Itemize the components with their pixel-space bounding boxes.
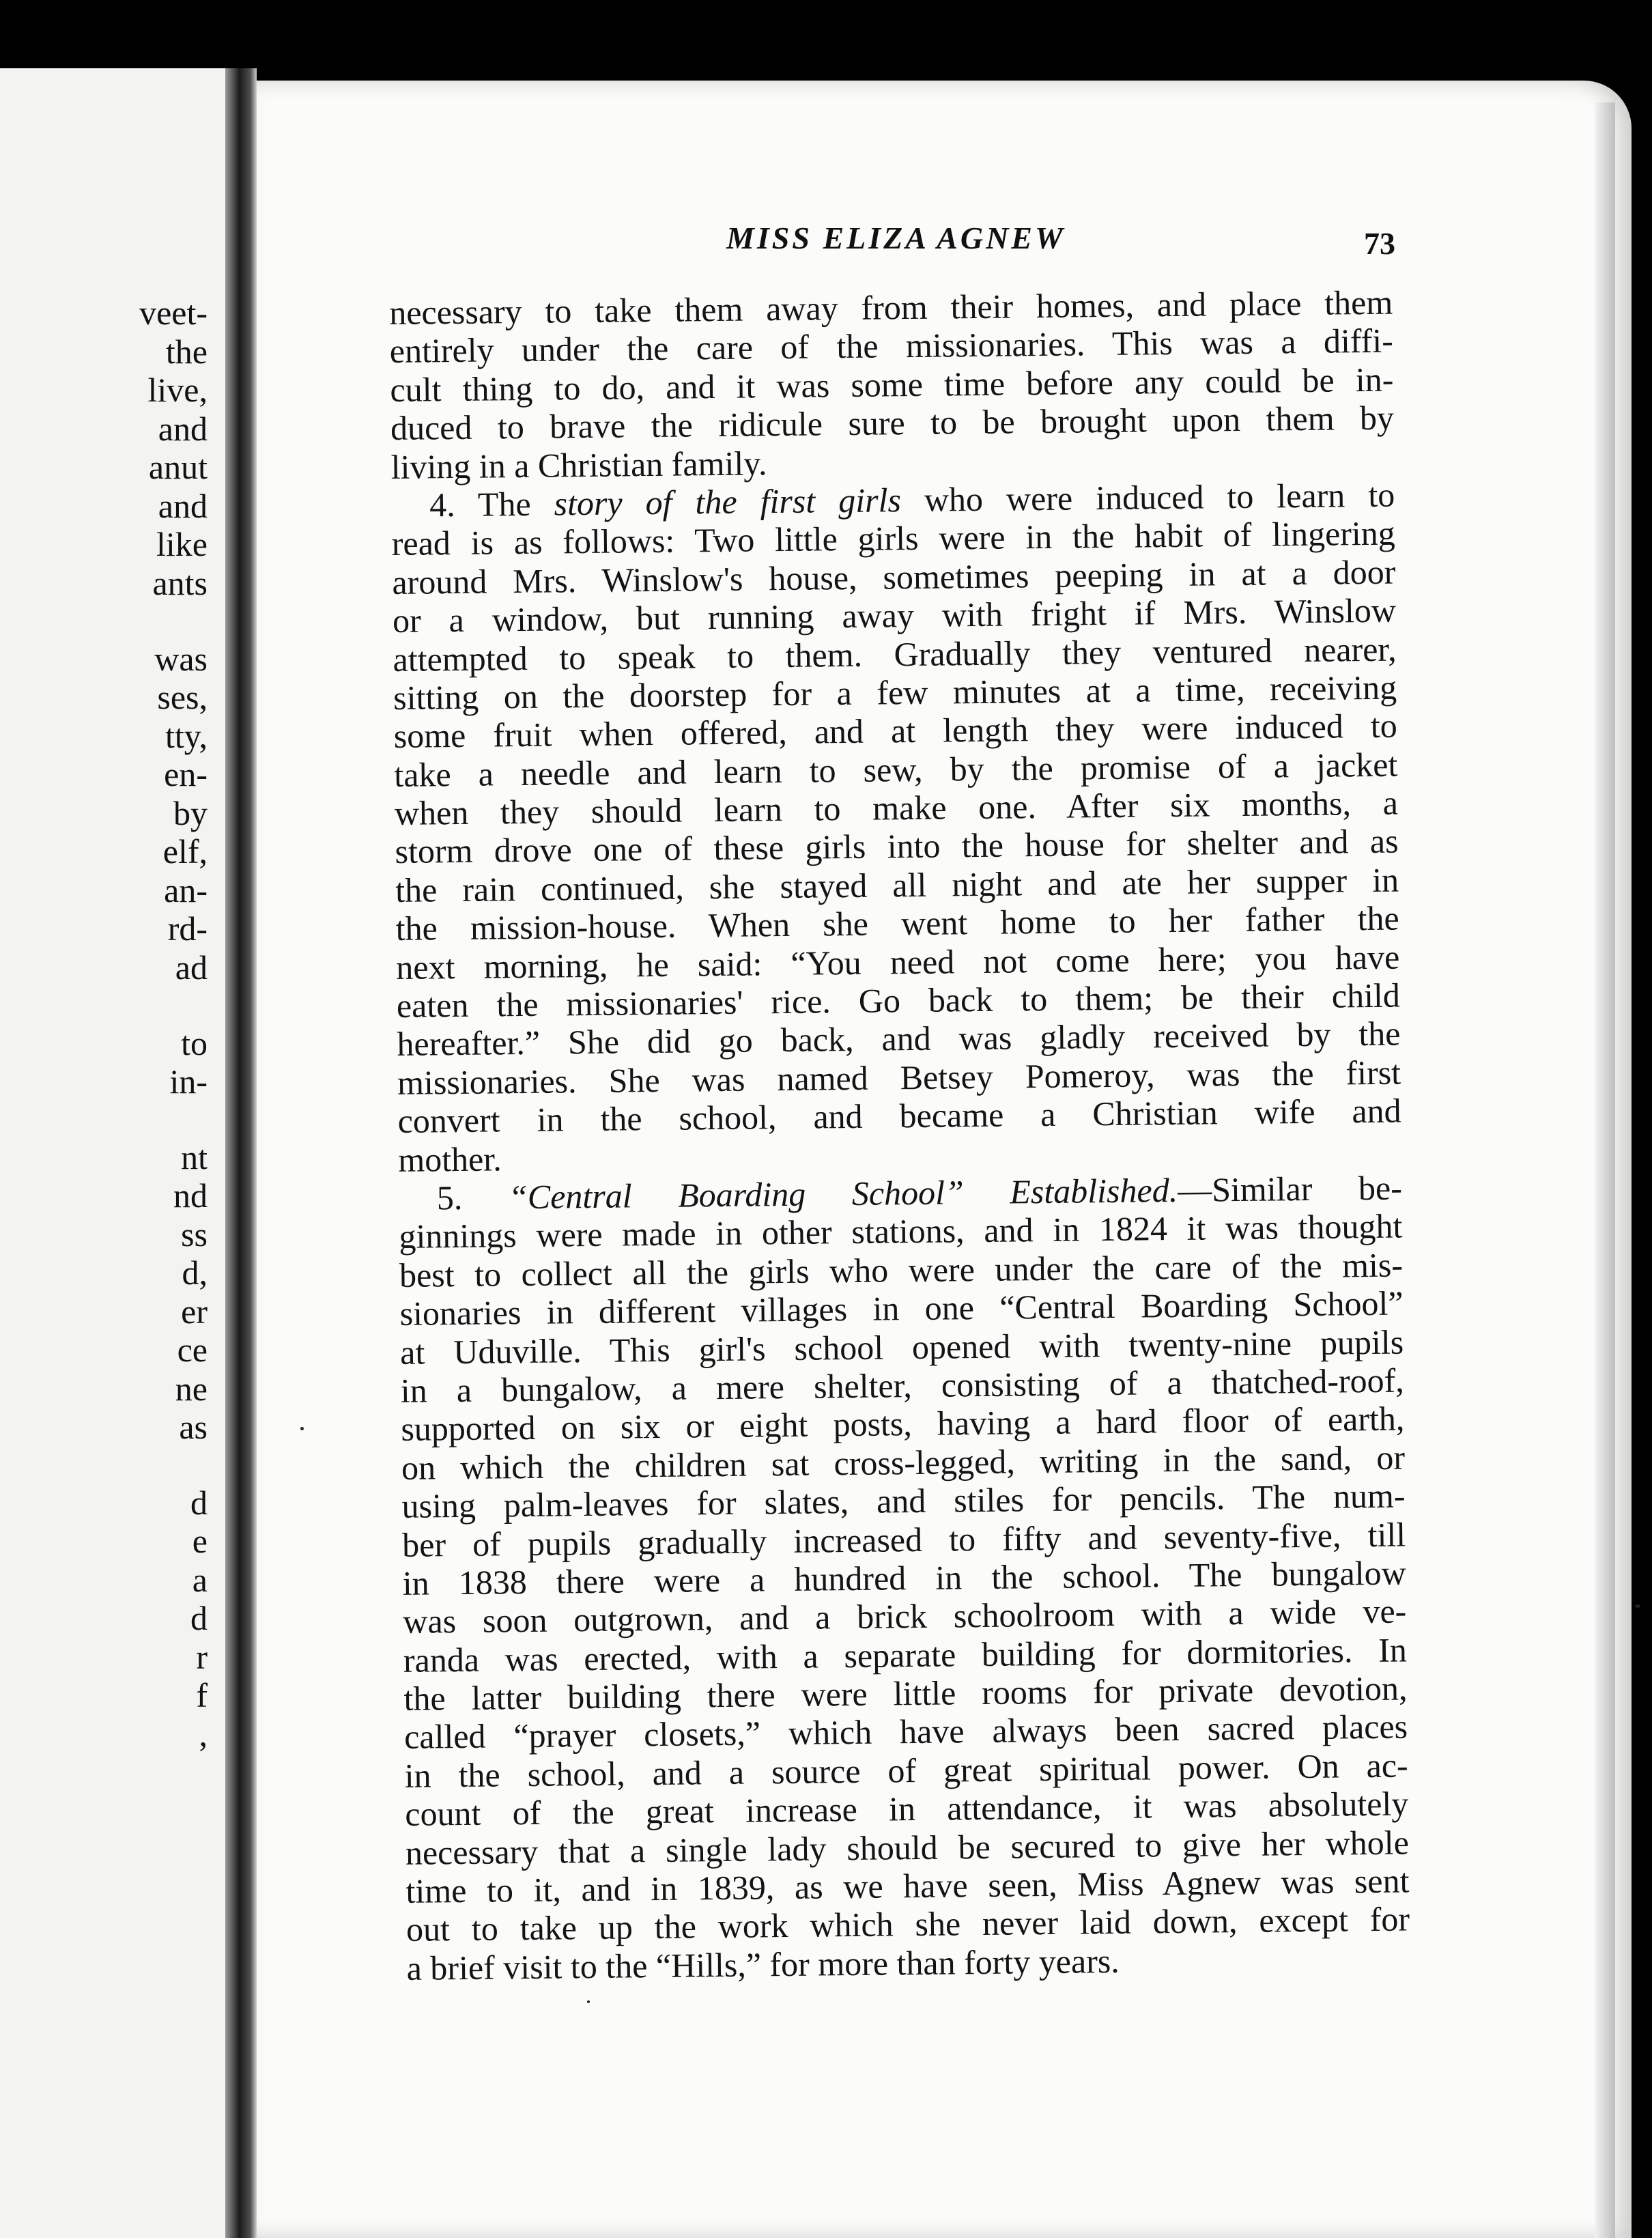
left-fragment: ce	[177, 1331, 208, 1369]
left-fragment: an-	[164, 871, 208, 909]
left-fragment: tty,	[165, 717, 208, 755]
left-fragment: veet-	[139, 294, 208, 332]
text-line: in the school, and a source of great spiritual power. On ac-	[404, 1746, 1408, 1795]
text-line: called “prayer closets,” which have always been sacred places	[403, 1707, 1408, 1757]
scan-speck	[300, 1427, 304, 1430]
text-line: a brief visit to the “Hills,” for more than forty years.	[406, 1941, 1120, 1987]
text-line: randa was erected, with a separate building for dormitories. In	[403, 1630, 1408, 1680]
text-line: sitting on the doorstep for a few minutes at a time, receiving	[393, 668, 1397, 717]
left-fragment: anut	[148, 448, 208, 486]
text-line: at Uduville. This girl's school opened with twenty-nine pupils	[399, 1322, 1404, 1372]
left-fragment: ss	[181, 1215, 208, 1253]
left-fragment: ne	[175, 1370, 208, 1408]
left-fragment: a	[192, 1561, 208, 1599]
left-fragment: d	[190, 1484, 208, 1522]
text-line: mother.	[397, 1139, 502, 1179]
left-fragment: ses,	[157, 678, 208, 716]
text-line: hereafter.” She did go back, and was gladly received by the	[397, 1014, 1401, 1064]
left-page-text-fragments	[0, 68, 225, 2238]
book-gutter	[225, 68, 257, 2238]
left-fragment: ad	[175, 948, 208, 987]
text-line: convert in the school, and became a Christian wife and	[397, 1091, 1401, 1141]
text-line: ber of pupils gradually increased to fifty and seventy-five, till	[401, 1515, 1406, 1564]
left-fragment: e	[192, 1522, 208, 1560]
left-fragment: was	[154, 640, 208, 678]
text-line: ginnings were made in other stations, and in 1824 it was thought	[399, 1206, 1403, 1256]
text-line: the latter building there were little rooms for private devotion,	[403, 1669, 1408, 1718]
left-fragment: the	[165, 332, 208, 371]
left-fragment: as	[179, 1408, 208, 1446]
text-line: take a needle and learn to sew, by the promise of a jacket	[394, 745, 1398, 794]
text-line: time to it, and in 1839, as we have seen, Miss Agnew was sent	[405, 1861, 1410, 1910]
text-line: eaten the missionaries' rice. Go back to them; be their child	[396, 976, 1401, 1025]
text-line: supported on six or eight posts, having a hard floor of earth,	[401, 1399, 1405, 1449]
italic-heading: story of the first girls	[554, 481, 902, 523]
text-line: on which the children sat cross-legged, writing in the sand, or	[401, 1438, 1406, 1487]
scan-speck	[587, 2000, 590, 2003]
left-fragment: r	[196, 1638, 208, 1676]
left-fragment: f	[196, 1676, 208, 1714]
page-edge-shadow	[1595, 102, 1615, 2238]
left-fragment: ,	[199, 1715, 208, 1753]
text-line: or a window, but running away with fright if Mrs. Winslow	[392, 591, 1397, 640]
left-fragment: elf,	[162, 832, 208, 870]
text-line: was soon outgrown, and a brick schoolroom with a wide ve-	[403, 1591, 1407, 1641]
text-line: duced to brave the ridicule sure to be brought upon them by	[390, 398, 1395, 448]
italic-heading: “Central Boarding School” Established.	[508, 1170, 1178, 1217]
text-line: the rain continued, she stayed all night and ate her supper in	[395, 860, 1399, 909]
running-head: MISS ELIZA AGNEW	[726, 221, 1066, 255]
paragraph-number: 5.	[436, 1178, 463, 1217]
text-line: count of the great increase in attendance, it was absolutely	[405, 1784, 1409, 1834]
text-line: the mission-house. When she went home to her father the	[395, 898, 1399, 948]
left-fragment: by	[173, 794, 208, 832]
text-line: necessary to take them away from their homes, and place them	[389, 283, 1393, 332]
text-line: in 1838 there were a hundred in the school. The bungalow	[402, 1553, 1406, 1602]
left-page	[0, 68, 225, 2238]
left-fragment: like	[156, 525, 208, 563]
left-fragment: and	[158, 410, 208, 448]
text-line: missionaries. She was named Betsey Pomeroy, was the first	[397, 1053, 1401, 1102]
text-line: best to collect all the girls who were under the care of the mis-	[399, 1245, 1404, 1294]
left-fragment: live,	[147, 371, 208, 409]
text-line: read is as follows: Two little girls were in the habit of lingering	[391, 513, 1396, 563]
text-line: out to take up the work which she never laid down, except for	[405, 1899, 1410, 1949]
text-line: using palm-leaves for slates, and stiles for pencils. The num-	[401, 1476, 1406, 1526]
text-line: some fruit when offered, and at length they were induced to	[393, 706, 1398, 756]
left-fragment: nt	[181, 1138, 208, 1176]
left-fragment: rd-	[167, 909, 208, 948]
left-fragment: and	[158, 487, 208, 525]
text-line: storm drove one of these girls into the house for shelter and as	[395, 822, 1399, 871]
left-fragment: d	[190, 1599, 208, 1637]
text-line: next morning, he said: “You need not come here; you have	[396, 937, 1400, 987]
text-line: living in a Christian family.	[390, 443, 767, 486]
left-fragment: ants	[152, 564, 208, 602]
page-number: 73	[1364, 226, 1395, 261]
left-fragment: en-	[164, 755, 208, 793]
text-line: entirely under the care of the missionaries. This was a diffi-	[389, 321, 1394, 371]
scan-speck	[1635, 1604, 1640, 1608]
text-run: —Similar be-	[1177, 1168, 1403, 1209]
left-fragment: to	[181, 1024, 208, 1062]
text-line: when they should learn to make one. After six months, a	[394, 783, 1399, 833]
paragraph-number: 4. The	[429, 484, 531, 524]
text-line: around Mrs. Winslow's house, sometimes peeping in at a door	[392, 552, 1396, 601]
text-line: in a bungalow, a mere shelter, consisting of a thatched-roof,	[400, 1361, 1405, 1410]
text-line: necessary that a single lady should be secured to give her whole	[405, 1823, 1410, 1872]
left-fragment: in-	[169, 1062, 208, 1101]
body-text	[389, 283, 1410, 1987]
text-line: cult thing to do, and it was some time before any could be in-	[390, 360, 1394, 409]
text-line: sionaries in different villages in one “Central Boarding School”	[399, 1284, 1404, 1333]
left-fragment: nd	[173, 1176, 208, 1215]
text-line: attempted to speak to them. Gradually they ventured nearer,	[393, 629, 1397, 679]
left-fragment: er	[181, 1292, 208, 1331]
text-run: who were induced to learn to	[924, 475, 1395, 519]
left-fragment: d,	[182, 1253, 208, 1292]
